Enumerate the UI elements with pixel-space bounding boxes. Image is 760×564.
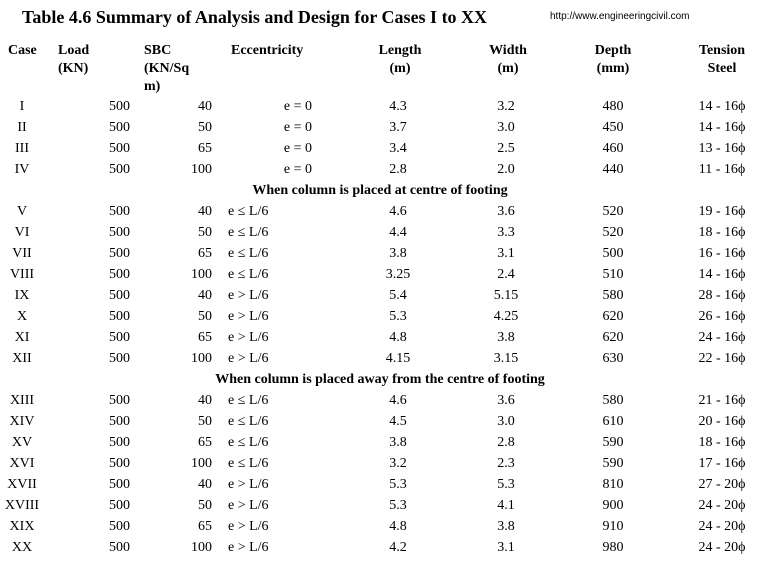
- cell-case: X: [16, 309, 28, 324]
- cell-load: 500: [109, 435, 130, 450]
- cell-depth: 590: [602, 435, 624, 450]
- cell-depth: 630: [602, 351, 624, 366]
- cell-width: 3.1: [497, 246, 515, 261]
- cell-width: 3.0: [497, 120, 515, 135]
- cell-load: 500: [109, 225, 130, 240]
- cell-width: 2.5: [497, 141, 515, 156]
- cell-depth: 900: [602, 498, 624, 513]
- cell-length: 3.4: [389, 141, 407, 156]
- cell-width: 3.1: [497, 540, 515, 555]
- cell-case: VIII: [9, 267, 35, 282]
- cell-case: XVIII: [4, 498, 40, 513]
- cell-steel: 18 - 16ϕ: [698, 435, 746, 450]
- cell-length: 4.4: [389, 225, 407, 240]
- table-title: Table 4.6 Summary of Analysis and Design for Cases I to XX: [22, 7, 488, 27]
- cell-sbc: 40: [198, 204, 212, 219]
- cell-steel: 26 - 16ϕ: [698, 309, 746, 324]
- cell-sbc: 40: [198, 99, 212, 114]
- source-url: http://www.engineeringcivil.com: [550, 11, 690, 22]
- cell-steel: 14 - 16ϕ: [698, 99, 746, 114]
- cell-steel: 14 - 16ϕ: [698, 120, 746, 135]
- cell-width: 5.3: [497, 477, 515, 492]
- cell-load: 500: [109, 498, 130, 513]
- cell-width: 3.3: [497, 225, 515, 240]
- cell-sbc: 50: [198, 498, 212, 513]
- cell-length: 4.6: [389, 204, 407, 219]
- cell-sbc: 100: [191, 267, 212, 282]
- cell-sbc: 100: [191, 351, 212, 366]
- cell-load: 500: [109, 330, 130, 345]
- cell-length: 3.25: [385, 267, 411, 282]
- table-row: [0, 96, 760, 117]
- cell-width: 3.8: [497, 330, 515, 345]
- cell-load: 500: [109, 246, 130, 261]
- cell-ecc: e ≤ L/6: [228, 204, 269, 219]
- header-depth: Depth (mm): [594, 43, 632, 76]
- cell-sbc: 40: [198, 393, 212, 408]
- table-row: [0, 117, 760, 138]
- cell-depth: 480: [602, 99, 624, 114]
- cell-case: III: [15, 141, 29, 156]
- table-row: [0, 516, 760, 537]
- table-row: [0, 390, 760, 411]
- cell-ecc: e ≤ L/6: [228, 393, 269, 408]
- table-row: [0, 474, 760, 495]
- cell-steel: 14 - 16ϕ: [698, 267, 746, 282]
- cell-length: 3.2: [389, 456, 407, 471]
- cell-length: 4.6: [389, 393, 407, 408]
- cell-steel: 22 - 16ϕ: [698, 351, 746, 366]
- cell-steel: 13 - 16ϕ: [698, 141, 746, 156]
- cell-sbc: 100: [191, 162, 212, 177]
- cell-load: 500: [109, 393, 130, 408]
- header-case: Case: [8, 43, 37, 58]
- cell-width: 3.6: [497, 204, 515, 219]
- cell-load: 500: [109, 414, 130, 429]
- cell-load: 500: [109, 141, 130, 156]
- cell-case: XVI: [9, 456, 35, 471]
- cell-width: 3.15: [493, 351, 519, 366]
- cell-sbc: 65: [198, 435, 212, 450]
- header-length: Length (m): [378, 43, 422, 76]
- cell-load: 500: [109, 99, 130, 114]
- cell-steel: 20 - 16ϕ: [698, 414, 746, 429]
- cell-length: 4.8: [389, 330, 407, 345]
- cell-ecc: e ≤ L/6: [228, 267, 269, 282]
- cell-ecc: e ≤ L/6: [228, 414, 269, 429]
- cell-case: VII: [12, 246, 32, 261]
- cell-depth: 910: [602, 519, 624, 534]
- cell-steel: 24 - 16ϕ: [698, 330, 746, 345]
- section-heading: When column is placed away from the centre of footing: [215, 372, 545, 387]
- cell-load: 500: [109, 288, 130, 303]
- table-row: [0, 138, 760, 159]
- cell-width: 2.0: [497, 162, 515, 177]
- cell-width: 3.8: [497, 519, 515, 534]
- section-heading: When column is placed at centre of footing: [252, 183, 508, 198]
- table-row: [0, 264, 760, 285]
- table-row: [0, 327, 760, 348]
- cell-width: 3.0: [497, 414, 515, 429]
- cell-depth: 620: [602, 330, 624, 345]
- cell-load: 500: [109, 309, 130, 324]
- cell-length: 4.5: [389, 414, 407, 429]
- cell-depth: 980: [602, 540, 624, 555]
- cell-load: 500: [109, 162, 130, 177]
- cell-case: XX: [11, 540, 33, 555]
- cell-sbc: 50: [198, 414, 212, 429]
- cell-load: 500: [109, 120, 130, 135]
- cell-depth: 440: [602, 162, 624, 177]
- header-load: Load (KN): [58, 43, 90, 76]
- cell-steel: 11 - 16ϕ: [698, 162, 746, 177]
- cell-length: 3.7: [389, 120, 407, 135]
- cell-load: 500: [109, 204, 130, 219]
- cell-depth: 520: [602, 204, 624, 219]
- cell-steel: 24 - 20ϕ: [698, 540, 746, 555]
- cell-length: 5.3: [389, 498, 407, 513]
- cell-ecc: e ≤ L/6: [228, 225, 269, 240]
- cell-sbc: 50: [198, 309, 212, 324]
- cell-depth: 580: [602, 288, 624, 303]
- table-row: [0, 453, 760, 474]
- cell-load: 500: [109, 456, 130, 471]
- cell-length: 4.2: [389, 540, 407, 555]
- table-row: [0, 537, 760, 558]
- header-width: Width (m): [489, 43, 527, 76]
- table-row: [0, 306, 760, 327]
- cell-load: 500: [109, 477, 130, 492]
- cell-case: I: [19, 99, 25, 114]
- cell-depth: 590: [602, 456, 624, 471]
- cell-length: 3.8: [389, 246, 407, 261]
- cell-ecc: e > L/6: [228, 477, 269, 492]
- cell-steel: 19 - 16ϕ: [698, 204, 746, 219]
- cell-length: 4.15: [385, 351, 411, 366]
- header-eccentricity: Eccentricity: [231, 43, 304, 58]
- cell-width: 5.15: [493, 288, 519, 303]
- cell-load: 500: [109, 351, 130, 366]
- cell-sbc: 65: [198, 519, 212, 534]
- cell-case: XIV: [9, 414, 35, 429]
- cell-length: 4.8: [389, 519, 407, 534]
- table-row: [0, 243, 760, 264]
- cell-steel: 18 - 16ϕ: [698, 225, 746, 240]
- cell-steel: 24 - 20ϕ: [698, 498, 746, 513]
- cell-width: 4.25: [493, 309, 519, 324]
- cell-ecc: e = 0: [283, 141, 312, 156]
- cell-sbc: 100: [191, 456, 212, 471]
- cell-ecc: e ≤ L/6: [228, 435, 269, 450]
- cell-case: IV: [14, 162, 30, 177]
- cell-width: 2.3: [497, 456, 515, 471]
- cell-ecc: e > L/6: [228, 309, 269, 324]
- cell-depth: 500: [602, 246, 624, 261]
- cell-length: 5.3: [389, 309, 407, 324]
- cell-depth: 510: [602, 267, 624, 282]
- cell-ecc: e ≤ L/6: [228, 456, 269, 471]
- cell-ecc: e = 0: [283, 120, 312, 135]
- header-tension-steel: Tension Steel: [698, 43, 746, 76]
- cell-ecc: e > L/6: [228, 330, 269, 345]
- cell-depth: 450: [602, 120, 624, 135]
- cell-load: 500: [109, 519, 130, 534]
- cell-depth: 810: [602, 477, 624, 492]
- cell-sbc: 50: [198, 225, 212, 240]
- cell-length: 3.8: [389, 435, 407, 450]
- cell-case: XIII: [9, 393, 35, 408]
- cell-ecc: e > L/6: [228, 351, 269, 366]
- cell-case: XI: [14, 330, 30, 345]
- cell-sbc: 65: [198, 246, 212, 261]
- cell-case: IX: [14, 288, 30, 303]
- cell-case: II: [17, 120, 27, 135]
- cell-steel: 28 - 16ϕ: [698, 288, 746, 303]
- cell-ecc: e > L/6: [228, 540, 269, 555]
- cell-depth: 620: [602, 309, 624, 324]
- table-row: [0, 159, 760, 180]
- cell-steel: 16 - 16ϕ: [698, 246, 746, 261]
- cell-sbc: 40: [198, 477, 212, 492]
- cell-load: 500: [109, 540, 130, 555]
- cell-ecc: e > L/6: [228, 519, 269, 534]
- cell-depth: 610: [602, 414, 624, 429]
- cell-steel: 21 - 16ϕ: [698, 393, 746, 408]
- table-row: [0, 222, 760, 243]
- table-row: [0, 495, 760, 516]
- cell-length: 5.3: [389, 477, 407, 492]
- cell-sbc: 65: [198, 141, 212, 156]
- cell-sbc: 100: [191, 540, 212, 555]
- cell-length: 4.3: [389, 99, 407, 114]
- cell-case: V: [16, 204, 28, 219]
- cell-ecc: e = 0: [283, 162, 312, 177]
- cell-depth: 520: [602, 225, 624, 240]
- cell-length: 2.8: [389, 162, 407, 177]
- cell-ecc: e = 0: [283, 99, 312, 114]
- table-row: [0, 411, 760, 432]
- cell-load: 500: [109, 267, 130, 282]
- cell-depth: 460: [602, 141, 624, 156]
- table-row: [0, 285, 760, 306]
- cell-sbc: 40: [198, 288, 212, 303]
- cell-width: 4.1: [497, 498, 515, 513]
- cell-width: 3.6: [497, 393, 515, 408]
- cell-ecc: e > L/6: [228, 498, 269, 513]
- table-row: [0, 432, 760, 453]
- cell-case: XVII: [7, 477, 37, 492]
- cell-ecc: e ≤ L/6: [228, 246, 269, 261]
- cell-ecc: e > L/6: [228, 288, 269, 303]
- header-sbc: SBC (KN/Sq m): [144, 43, 190, 94]
- cell-case: XV: [11, 435, 33, 450]
- table-row: [0, 348, 760, 369]
- cell-sbc: 50: [198, 120, 212, 135]
- cell-sbc: 65: [198, 330, 212, 345]
- cell-steel: 27 - 20ϕ: [698, 477, 746, 492]
- cell-width: 2.4: [497, 267, 515, 282]
- cell-steel: 17 - 16ϕ: [698, 456, 746, 471]
- cell-width: 3.2: [497, 99, 515, 114]
- cell-length: 5.4: [389, 288, 407, 303]
- cell-case: XII: [12, 351, 32, 366]
- cell-case: VI: [14, 225, 30, 240]
- cell-width: 2.8: [497, 435, 515, 450]
- cell-steel: 24 - 20ϕ: [698, 519, 746, 534]
- table-row: [0, 201, 760, 222]
- cell-case: XIX: [9, 519, 35, 534]
- cell-depth: 580: [602, 393, 624, 408]
